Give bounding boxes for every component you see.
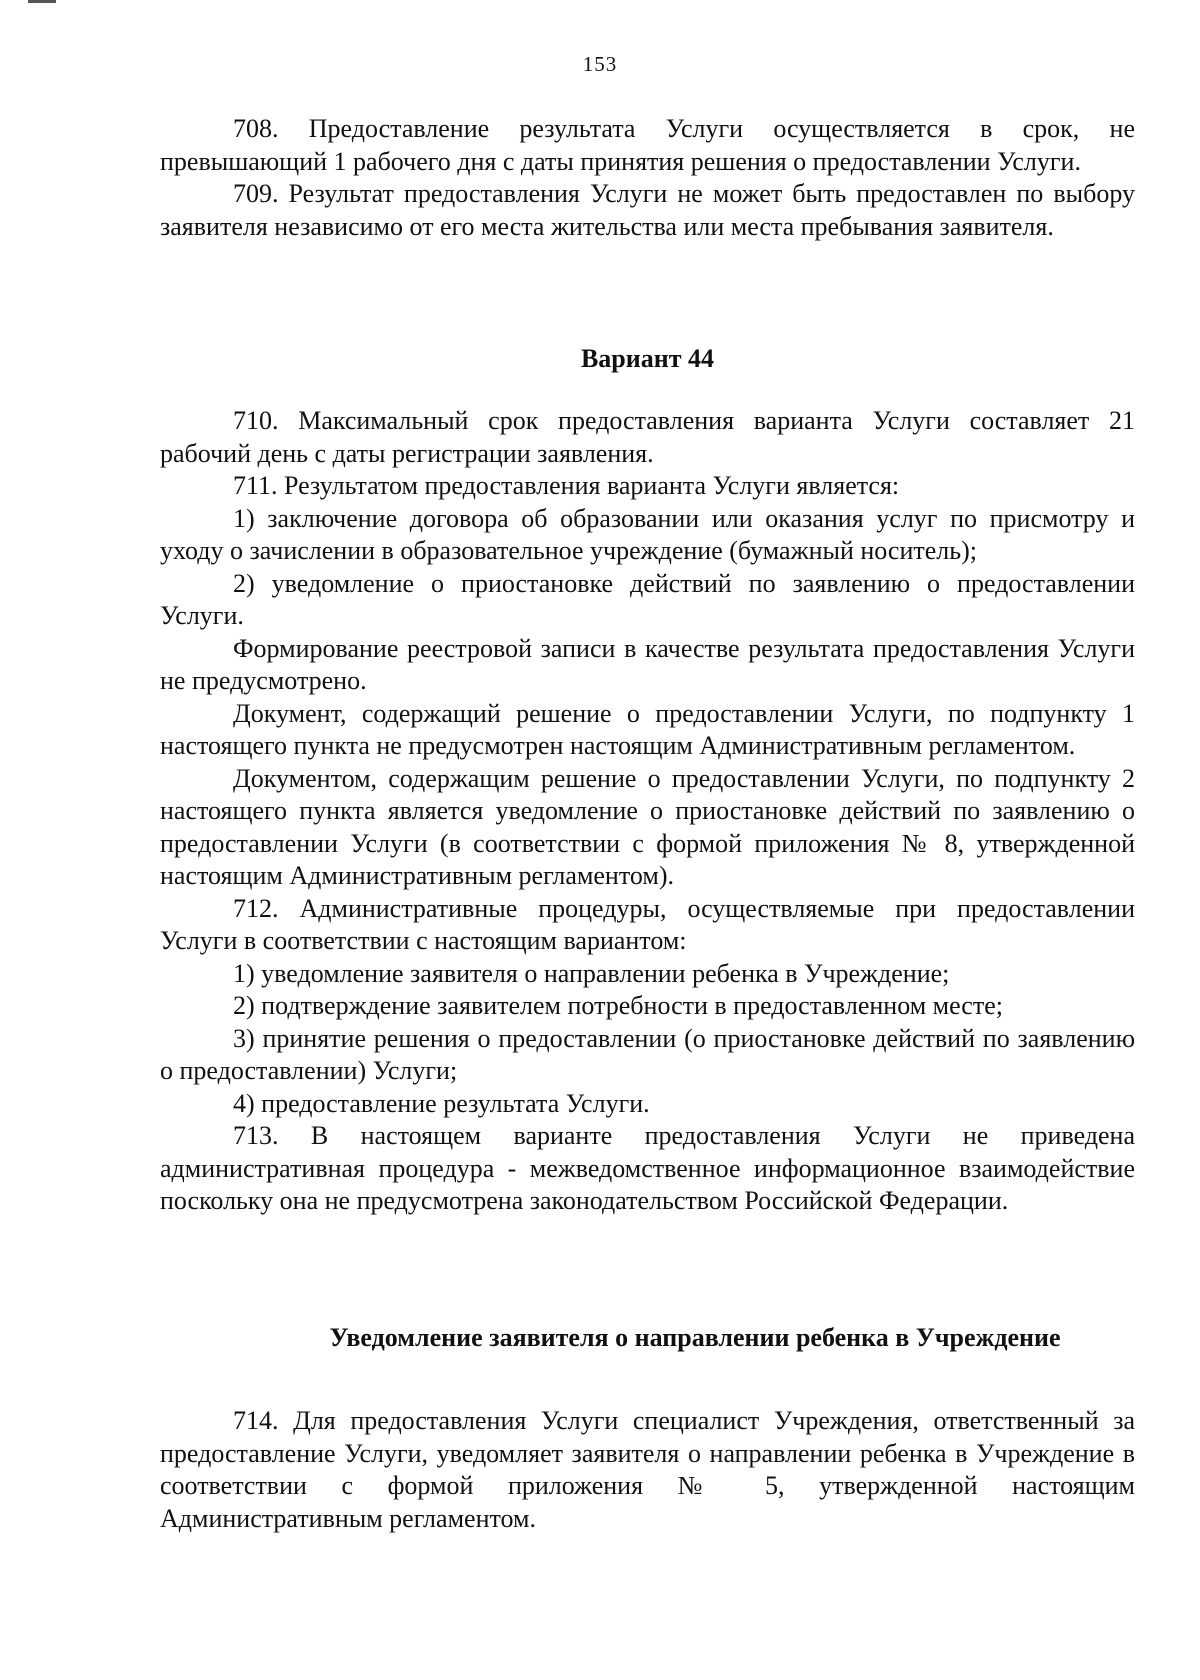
section-heading-variant-44: Вариант 44: [580, 344, 715, 373]
paragraph-708: 708. Предоставление результата Услуги осуществляется в срок, не превышающий 1 рабочего дня с даты принятия решения о предоставлении Услуги.: [160, 114, 1135, 176]
paragraph-709: 709. Результат предоставления Услуги не может быть предоставлен по выбору заявителя независимо от его места жительства или места пребывания заявителя.: [160, 179, 1135, 241]
paragraph-registry-record: Формирование реестровой записи в качестве результата предоставления Услуги не предусмотрено.: [160, 633, 1135, 695]
list-item-712-3: 3) принятие решения о предоставлении (о приостановке действий по заявлению о предоставлении) Услуги;: [160, 1023, 1135, 1085]
paragraph-712: 712. Административные процедуры, осуществляемые при предоставлении Услуги в соответствии с настоящим вариантом:: [160, 893, 1135, 955]
list-item-711-1: 1) заключение договора об образовании или оказания услуг по присмотру и уходу о зачислении в образовательное учреждение (бумажный носитель);: [160, 503, 1135, 565]
text-block-items-710-713: [160, 405, 1135, 1218]
page-number: 153: [582, 52, 618, 76]
text-block-item-714: [160, 1405, 1135, 1535]
list-item-712-2: 2) подтверждение заявителем потребности в предоставленном месте;: [233, 991, 1003, 1020]
paragraph-710: 710. Максимальный срок предоставления варианта Услуги составляет 21 рабочий день с даты регистрации заявления.: [160, 406, 1135, 468]
paragraph-document-subitem-1: Документ, содержащий решение о предоставлении Услуги, по подпункту 1 настоящего пункта не предусмотрен настоящим Административным регламентом.: [160, 698, 1135, 760]
paragraph-713: 713. В настоящем варианте предоставления Услуги не приведена административная процедура - межведомственное информационное взаимодействие поскольку она не предусмотрена законодательством Российской Федерации.: [160, 1121, 1135, 1215]
paragraph-document-subitem-2: Документом, содержащим решение о предоставлении Услуги, по подпункту 2 настоящего пункта является уведомление о приостановке действий по заявлению о предоставлении Услуги (в соответствии с формой приложения № 8, утвержденной настоящим Административным регламентом).: [160, 763, 1135, 890]
list-item-712-1: 1) уведомление заявителя о направлении ребенка в Учреждение;: [233, 958, 950, 988]
paragraph-714: 714. Для предоставления Услуги специалист Учреждения, ответственный за предоставление Услуги, уведомляет заявителя о направлении ребенка в Учреждение в соответствии с формой приложения № 5, утвержденной настоящим Административным регламентом.: [160, 1406, 1135, 1533]
list-item-711-2: 2) уведомление о приостановке действий по заявлению о предоставлении Услуги.: [160, 568, 1135, 630]
list-item-712-4: 4) предоставление результата Услуги.: [233, 1088, 650, 1118]
text-block-items-708-709: [160, 113, 1135, 243]
scan-artifact-mark: [28, 0, 56, 3]
paragraph-711: 711. Результатом предоставления варианта Услуги является:: [233, 471, 900, 500]
section-heading-notification: Уведомление заявителя о направлении ребенка в Учреждение: [329, 1323, 1061, 1352]
